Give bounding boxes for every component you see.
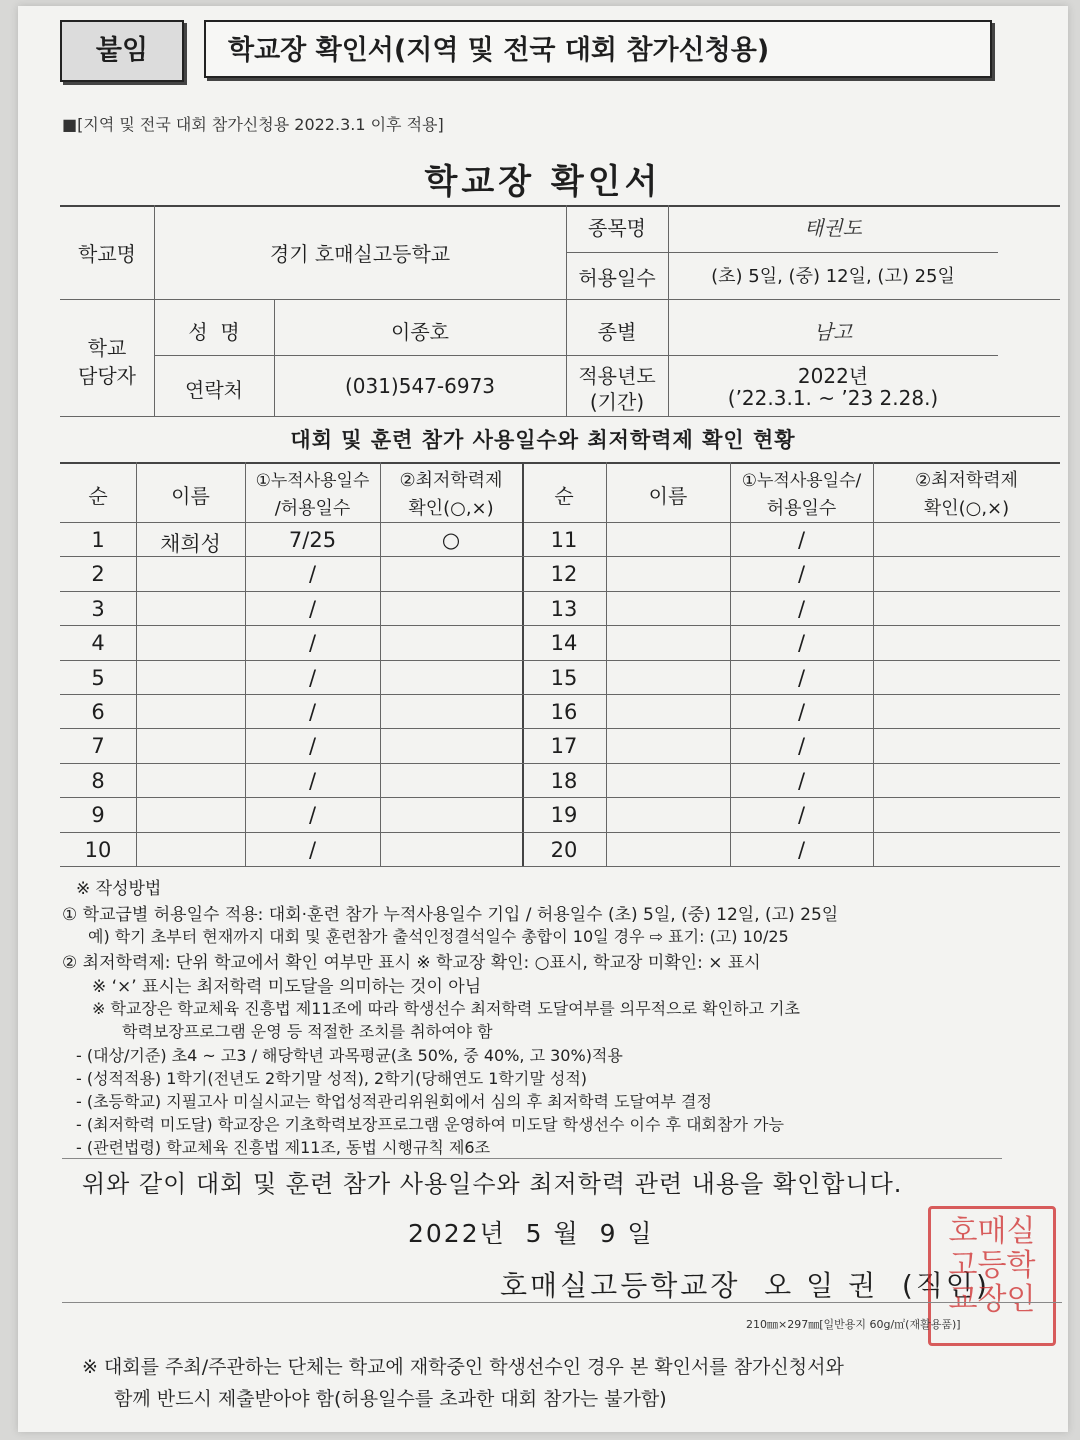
status-cell-days: / bbox=[797, 665, 806, 690]
instruction-line: 예) 학기 초부터 현재까지 대회 및 훈련참가 출석인정결석일수 총합이 10일 경우 ⇨ 표기: (고) 10/25 bbox=[88, 927, 789, 946]
row-divider bbox=[60, 591, 1060, 592]
instruction-line: - (최저학력 미도달) 학교장은 기초학력보장프로그램 운영하여 미도달 학생선수 이수 후 대회참가 가능 bbox=[76, 1115, 784, 1134]
instruction-line: ※ 작성방법 bbox=[76, 879, 162, 899]
status-cell-no: 18 bbox=[550, 768, 578, 793]
period-label-2: (기간) bbox=[589, 390, 645, 414]
instruction-line: - (성적적용) 1학기(전년도 2학기말 성적), 2학기(당해연도 1학기말 성적) bbox=[76, 1069, 588, 1088]
status-cell-days: / bbox=[308, 768, 317, 793]
instruction-line: ※ ‘×’ 표시는 최저학력 미도달을 의미하는 것이 아님 bbox=[92, 977, 482, 997]
header-name-left: 이름 bbox=[171, 484, 210, 508]
header-no-left: 순 bbox=[88, 484, 108, 508]
status-cell-days: / bbox=[797, 837, 806, 862]
row-divider bbox=[60, 832, 1060, 833]
application-note: ■[지역 및 전국 대회 참가신청용 2022.3.1 이후 적용] bbox=[62, 115, 444, 134]
footer-note-2: 함께 반드시 제출받아야 함(허용일수를 초과한 대회 참가는 불가함) bbox=[114, 1388, 667, 1410]
instruction-line: - (초등학교) 지필고사 미실시교는 학업성적관리위원회에서 심의 후 최저학력 도달여부 결정 bbox=[76, 1092, 712, 1111]
principal-signature: 호매실고등학교장 오 일 권 (직인) bbox=[500, 1269, 990, 1302]
instruction-line: - (대상/기준) 초4 ~ 고3 / 해당학년 과목평균(초 50%, 중 40%, 고 30%)적용 bbox=[76, 1046, 623, 1065]
instruction-line: ② 최저학력제: 단위 학교에서 확인 여부만 표시 ※ 학교장 확인: ○표시, 학교장 미확인: × 표시 bbox=[62, 953, 761, 973]
header-no-right: 순 bbox=[554, 484, 574, 508]
period-value-year: 2022년 bbox=[797, 364, 869, 388]
name-value: 이종호 bbox=[391, 320, 449, 344]
row-divider bbox=[60, 797, 1060, 798]
status-cell-no: 10 bbox=[84, 837, 112, 862]
status-cell-no: 8 bbox=[91, 768, 105, 793]
header-days-left-2: /허용일수 bbox=[274, 498, 351, 519]
status-cell-days: / bbox=[797, 562, 806, 587]
status-cell-no: 2 bbox=[91, 562, 105, 587]
allowed-label: 허용일수 bbox=[578, 266, 656, 290]
status-cell-no: 9 bbox=[91, 803, 105, 828]
row-divider bbox=[60, 763, 1060, 764]
manager-label-2: 담당자 bbox=[78, 364, 136, 388]
issue-date: 2022년 5 월 9 일 bbox=[408, 1219, 654, 1248]
contact-value: (031)547-6973 bbox=[344, 374, 496, 398]
status-cell-no: 11 bbox=[550, 528, 578, 552]
event-label: 종목명 bbox=[588, 216, 646, 240]
status-cell-days: / bbox=[308, 803, 317, 828]
status-cell-no: 20 bbox=[550, 837, 578, 862]
row-divider bbox=[60, 556, 1060, 557]
status-cell-no: 19 bbox=[550, 803, 578, 828]
header-check-right-2: 확인(○,×) bbox=[923, 498, 1010, 519]
manager-label-1: 학교 bbox=[87, 336, 127, 360]
instruction-line: ※ 학교장은 학교체육 진흥법 제11조에 따라 학생선수 최저학력 도달여부를 의무적으로 확인하고 기초 bbox=[92, 999, 800, 1018]
instruction-line: ① 학교급별 허용일수 적용: 대회·훈련 참가 누적사용일수 기입 / 허용일수 (초) 5일, (중) 12일, (고) 25일 bbox=[62, 905, 839, 925]
allowed-value: (초) 5일, (중) 12일, (고) 25일 bbox=[711, 266, 955, 287]
document-page bbox=[18, 6, 1068, 1432]
status-cell-days: / bbox=[797, 528, 806, 552]
header-check-left-1: ②최저학력제 bbox=[399, 470, 503, 491]
gender-value: 남고 bbox=[813, 320, 853, 344]
page-title: 학교장 확인서 bbox=[424, 162, 662, 202]
header-days-right-1: ①누적사용일수/ bbox=[741, 471, 862, 491]
status-cell-no: 1 bbox=[91, 528, 105, 552]
status-cell-days: / bbox=[797, 596, 806, 621]
period-label-1: 적용년도 bbox=[578, 364, 656, 388]
status-cell-days: / bbox=[797, 768, 806, 793]
instruction-line: - (관련법령) 학교체육 진흥법 제11조, 동법 시행규칙 제6조 bbox=[76, 1138, 491, 1157]
status-cell-no: 15 bbox=[550, 665, 578, 690]
school-value: 경기 호매실고등학교 bbox=[269, 242, 451, 266]
status-cell-check: ○ bbox=[441, 528, 461, 552]
header-check-right-1: ②최저학력제 bbox=[914, 470, 1019, 491]
status-cell-days: / bbox=[308, 665, 317, 690]
status-cell-no: 7 bbox=[91, 734, 105, 759]
status-cell-days: 7/25 bbox=[288, 528, 337, 552]
status-cell-days: / bbox=[797, 700, 806, 724]
attachment-tag: 붙임 bbox=[60, 20, 184, 82]
header-name-right: 이름 bbox=[648, 484, 688, 508]
contact-label: 연락처 bbox=[185, 378, 243, 402]
header-days-left-1: ①누적사용일수 bbox=[255, 471, 370, 491]
gender-label: 종별 bbox=[597, 320, 637, 344]
status-cell-days: / bbox=[308, 596, 317, 621]
status-cell-days: / bbox=[308, 631, 317, 656]
document-heading: 학교장 확인서(지역 및 전국 대회 참가신청용) bbox=[204, 20, 992, 78]
status-cell-days: / bbox=[308, 837, 317, 862]
status-cell-days: / bbox=[308, 734, 317, 759]
status-cell-no: 16 bbox=[550, 700, 578, 724]
status-cell-no: 6 bbox=[91, 700, 105, 724]
status-cell-no: 4 bbox=[91, 631, 105, 656]
footer-note-1: ※ 대회를 주최/주관하는 단체는 학교에 재학중인 학생선수인 경우 본 확인서를 참가신청서와 bbox=[82, 1356, 844, 1378]
status-cell-name: 채희성 bbox=[160, 532, 221, 556]
status-cell-no: 5 bbox=[91, 665, 105, 690]
status-cell-days: / bbox=[308, 700, 317, 724]
paper-spec-note: 210㎜×297㎜[일반용지 60g/㎡(재활용품)] bbox=[746, 1318, 961, 1331]
status-section-title: 대회 및 훈련 참가 사용일수와 최저학력제 확인 현황 bbox=[290, 428, 796, 452]
instruction-line: 학력보장프로그램 운영 등 적절한 조치를 취하여야 함 bbox=[122, 1022, 493, 1041]
status-cell-no: 14 bbox=[550, 631, 578, 656]
header-days-right-2: 허용일수 bbox=[766, 498, 837, 519]
row-divider bbox=[60, 728, 1060, 729]
status-cell-no: 12 bbox=[550, 562, 578, 587]
status-cell-days: / bbox=[797, 631, 806, 656]
status-cell-days: / bbox=[797, 803, 806, 828]
row-divider bbox=[60, 694, 1060, 695]
confirmation-statement: 위와 같이 대회 및 훈련 참가 사용일수와 최저학력 관련 내용을 확인합니다. bbox=[82, 1170, 903, 1198]
school-label: 학교명 bbox=[78, 242, 136, 266]
status-cell-no: 17 bbox=[550, 734, 578, 759]
period-value-range: (’22.3.1. ~ ’23 2.28.) bbox=[727, 386, 939, 410]
status-cell-no: 3 bbox=[91, 596, 105, 621]
row-divider bbox=[60, 660, 1060, 661]
header-check-left-2: 확인(○,×) bbox=[408, 498, 494, 519]
row-divider bbox=[60, 625, 1060, 626]
status-cell-days: / bbox=[308, 562, 317, 587]
official-seal-stamp: 호매실 고등학 교장인 bbox=[928, 1206, 1056, 1346]
status-cell-no: 13 bbox=[550, 596, 578, 621]
name-label: 성 명 bbox=[188, 320, 240, 344]
event-value: 태권도 bbox=[804, 216, 862, 240]
status-cell-days: / bbox=[797, 734, 806, 759]
